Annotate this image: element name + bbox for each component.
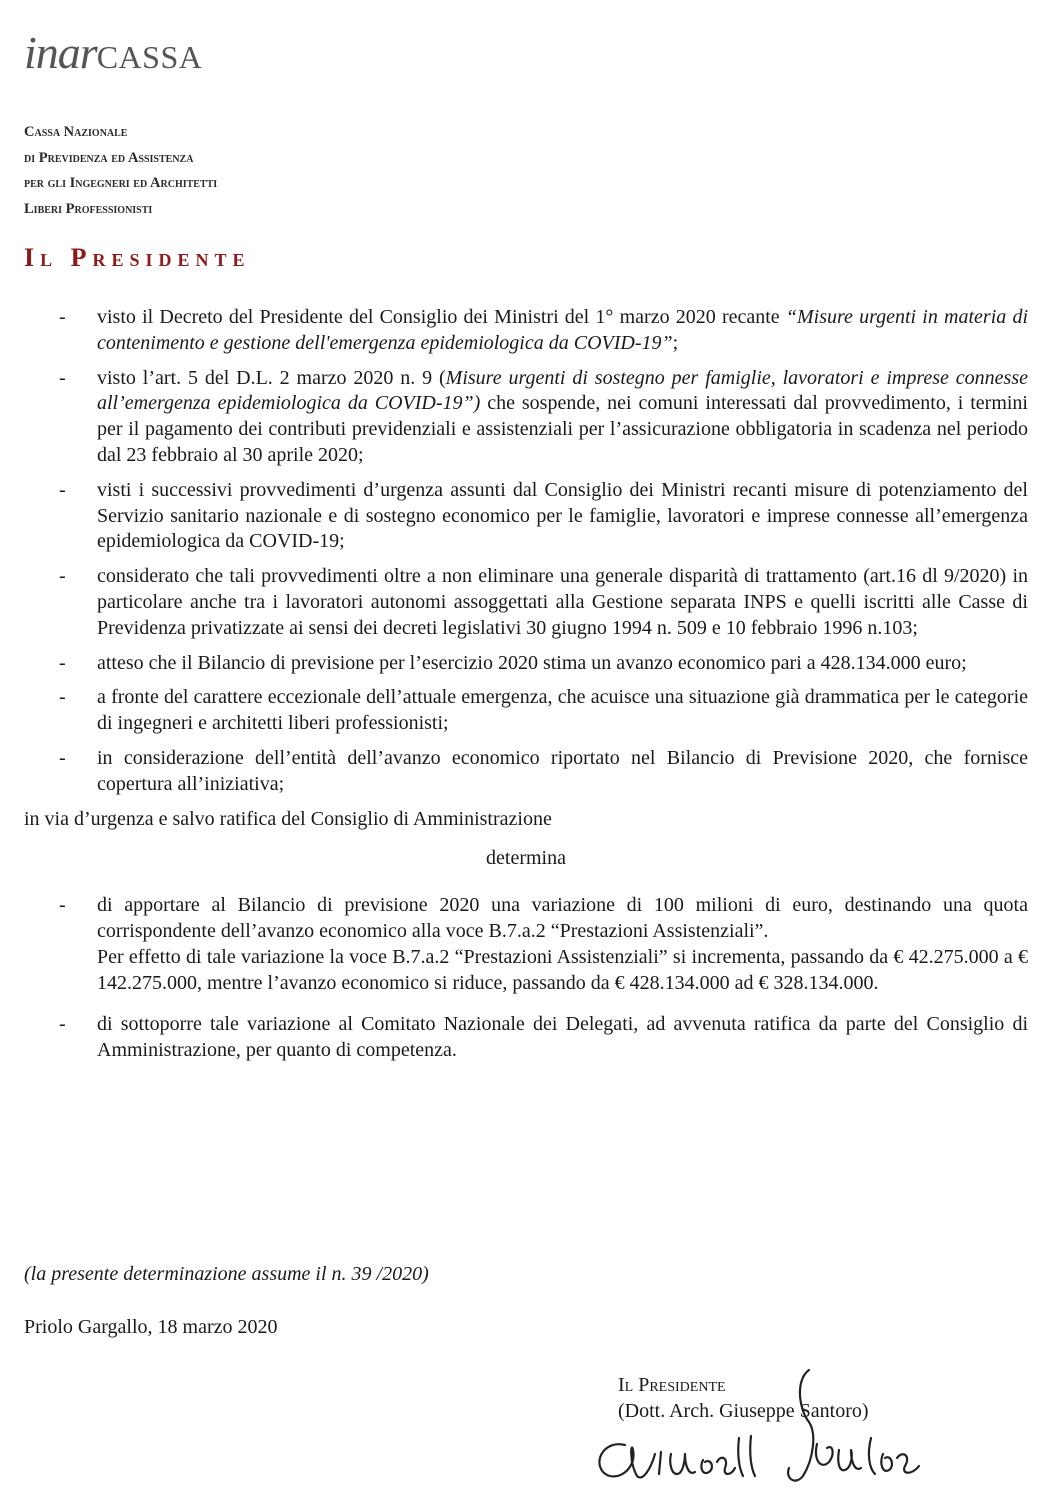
inarcassa-logo xyxy=(24,27,203,78)
bullet-dash: - xyxy=(59,746,66,769)
bullet-dash: - xyxy=(59,1013,66,1036)
bullet-dash: - xyxy=(59,565,66,588)
logo-cassa: CASSA xyxy=(96,39,203,75)
decision-item xyxy=(24,893,1028,996)
recital-text: atteso che il Bilancio di previsione per l’esercizio 2020 stima un avanzo economico pari a 428.134.000 euro; xyxy=(97,651,967,674)
organization-header xyxy=(24,120,217,222)
decision-text-continued: Per effetto di tale variazione la voce B.7.a.2 “Prestazioni Assistenziali” si incrementa, passando da € 42.275.000 a € 142.275.000, mentre l’avanzo economico si riduce, passando da € 428.134.000 ad € 328.134.000. xyxy=(97,945,1028,994)
determination-number: (la presente determinazione assume il n. 39 /2020) xyxy=(24,1263,429,1285)
recital-text xyxy=(97,305,1028,357)
org-line-2: di Previdenza ed Assistenza xyxy=(24,149,194,166)
urgency-line: in via d’urgenza e salvo ratifica del Consiglio di Amministrazione xyxy=(24,807,552,830)
signatory-role: Il Presidente xyxy=(618,1374,726,1396)
org-line-3: per gli Ingegneri ed Architetti xyxy=(24,175,218,191)
recital-item xyxy=(24,685,1028,737)
recital-item xyxy=(24,478,1028,555)
recital-text-part: ; xyxy=(672,331,679,354)
recital-item xyxy=(24,564,1028,641)
bullet-dash: - xyxy=(59,651,66,674)
recital-item xyxy=(24,366,1028,469)
place-date: Priolo Gargallo, 18 marzo 2020 xyxy=(24,1316,278,1338)
decision-text: di apportare al Bilancio di previsione 2020 una variazione di 100 milioni di euro, destinando una quota corrispondente dell’avanzo economico alla voce B.7.a.2 “Prestazioni Assistenziali”. xyxy=(97,894,1028,942)
decision-item xyxy=(24,1012,1028,1064)
recital-item xyxy=(24,746,1028,798)
recital-text: visti i successivi provvedimenti d’urgenza assunti dal Consiglio dei Ministri recanti misure di potenziamento del Servizio sanitario nazionale e di sostegno economico per le famiglie, lavoratori e imprese connesse all’emergenza epidemiologica da COVID-19; xyxy=(97,478,1028,553)
bullet-dash: - xyxy=(59,478,66,501)
decisions-list xyxy=(24,893,1028,1064)
signatory-name: (Dott. Arch. Giuseppe Santoro) xyxy=(618,1400,869,1422)
recital-quote: Misure urgenti di sostegno per famiglie, lavoratori e imprese connesse all’emergenza epidemiologica da COVID-19”) xyxy=(97,366,1029,415)
document-title: Il Presidente xyxy=(24,243,251,272)
recital-quote: “Misure urgenti in materia di contenimento e gestione dell'emergenza epidemiologica da COVID-19” xyxy=(97,306,1028,354)
bullet-dash: - xyxy=(59,306,66,328)
document-body xyxy=(24,305,1028,1080)
recital-item xyxy=(24,305,1028,357)
bullet-dash: - xyxy=(59,894,66,917)
logo-inar: inar xyxy=(24,27,97,78)
recital-text: in considerazione dell’entità dell’avanzo economico riportato nel Bilancio di Previsione 2020, che fornisce copertura all’iniziativa; xyxy=(97,746,1028,795)
org-line-4: Liberi Professionisti xyxy=(24,200,153,217)
org-line-1: Cassa Nazionale xyxy=(24,124,128,140)
recital-text-part: che sospende, nei comuni interessati dal provvedimento, i termini per il pagamento dei contributi previdenziali e assistenziali per l’assicurazione obbligatoria in scadenza nel periodo dal 23 febbraio al 30 aprile 2020; xyxy=(97,392,1028,466)
recital-text-part: visto il Decreto del Presidente del Consiglio dei Ministri del 1° marzo 2020 recante xyxy=(97,306,786,328)
bullet-dash: - xyxy=(59,366,66,389)
decision-text: di sottoporre tale variazione al Comitato Nazionale dei Delegati, ad avvenuta ratifica da parte del Consiglio di Amministrazione, per quanto di competenza. xyxy=(97,1013,1028,1062)
bullet-dash: - xyxy=(59,686,66,709)
determina-heading: determina xyxy=(486,847,566,870)
recital-text: considerato che tali provvedimenti oltre a non eliminare una generale disparità di trattamento (art.16 dl 9/2020) in particolare anche tra i lavoratori autonomi assoggettati alla Gestione separata INPS e quelli iscritti alle Casse di Previdenza privatizzate ai sensi dei decreti legislativi 30 giugno 1994 n. 509 e 10 febbraio 1996 n.103; xyxy=(97,565,1028,639)
handwritten-signature xyxy=(585,1350,930,1500)
recital-text: a fronte del carattere eccezionale dell’attuale emergenza, che acuisce una situazione già drammatica per le categorie di ingegneri e architetti liberi professionisti; xyxy=(97,686,1028,735)
recital-text xyxy=(97,366,1028,469)
recitals-list xyxy=(24,305,1028,798)
recital-item xyxy=(24,651,1028,677)
recital-text-part: visto l’art. 5 del D.L. 2 marzo 2020 n. 9 ( xyxy=(97,366,446,389)
